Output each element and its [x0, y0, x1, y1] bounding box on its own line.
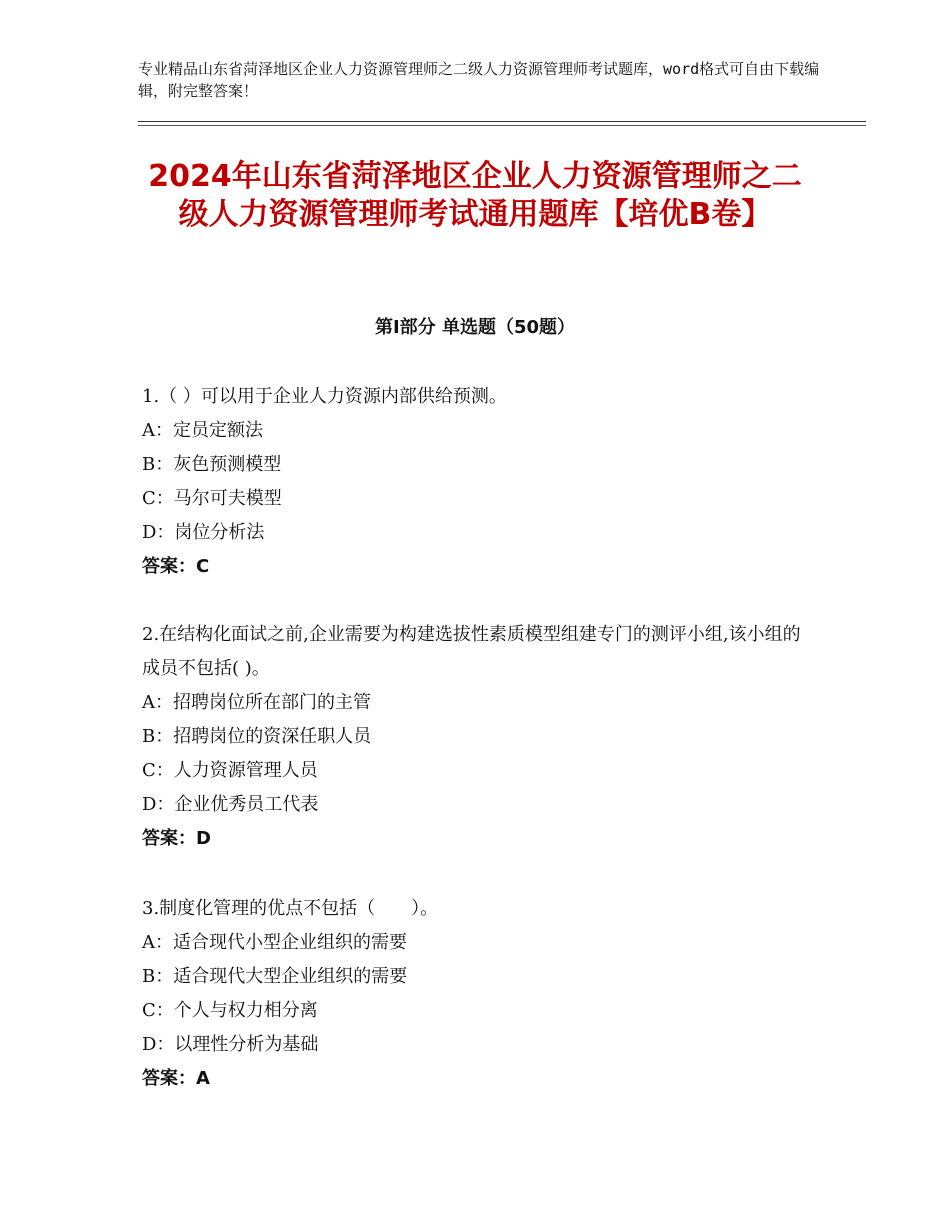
question-3-text: 3.制度化管理的优点不包括（ ）。 [142, 898, 439, 919]
question-2-option-d: D：企业优秀员工代表 [142, 794, 319, 815]
question-1-answer: 答案：C [142, 556, 210, 577]
question-1-option-b: B：灰色预测模型 [142, 454, 282, 475]
question-2-answer: 答案：D [142, 828, 211, 849]
header-divider [138, 121, 866, 122]
question-3-option-c: C：个人与权力相分离 [142, 1000, 318, 1021]
section-heading: 第Ⅰ部分 单选题（50题） [374, 317, 575, 338]
question-2-option-b: B：招聘岗位的资深任职人员 [142, 726, 372, 747]
question-2-option-c: C：人力资源管理人员 [142, 760, 318, 781]
header-note: 专业精品山东省菏泽地区企业人力资源管理师之二级人力资源管理师考试题库，word格式可自由下载编辑，附完整答案！ [138, 60, 820, 100]
header-divider-secondary [138, 125, 866, 126]
question-1-text: 1.（ ）可以用于企业人力资源内部供给预测。 [142, 386, 507, 407]
question-1-option-d: D：岗位分析法 [142, 522, 265, 543]
question-3-option-a: A：适合现代小型企业组织的需要 [142, 932, 407, 953]
question-1-option-c: C：马尔可夫模型 [142, 488, 282, 509]
question-1-option-a: A：定员定额法 [142, 420, 263, 441]
question-2-text: 2.在结构化面试之前,企业需要为构建选拔性素质模型组建专门的测评小组,该小组的成员不包括( )。 [142, 624, 801, 679]
question-3-option-b: B：适合现代大型企业组织的需要 [142, 966, 408, 987]
question-3-option-d: D：以理性分析为基础 [142, 1034, 319, 1055]
document-title: 2024年山东省菏泽地区企业人力资源管理师之二级人力资源管理师考试通用题库【培优B卷】 [148, 159, 802, 232]
question-2-option-a: A：招聘岗位所在部门的主管 [142, 692, 371, 713]
question-3-answer: 答案：A [142, 1068, 210, 1089]
